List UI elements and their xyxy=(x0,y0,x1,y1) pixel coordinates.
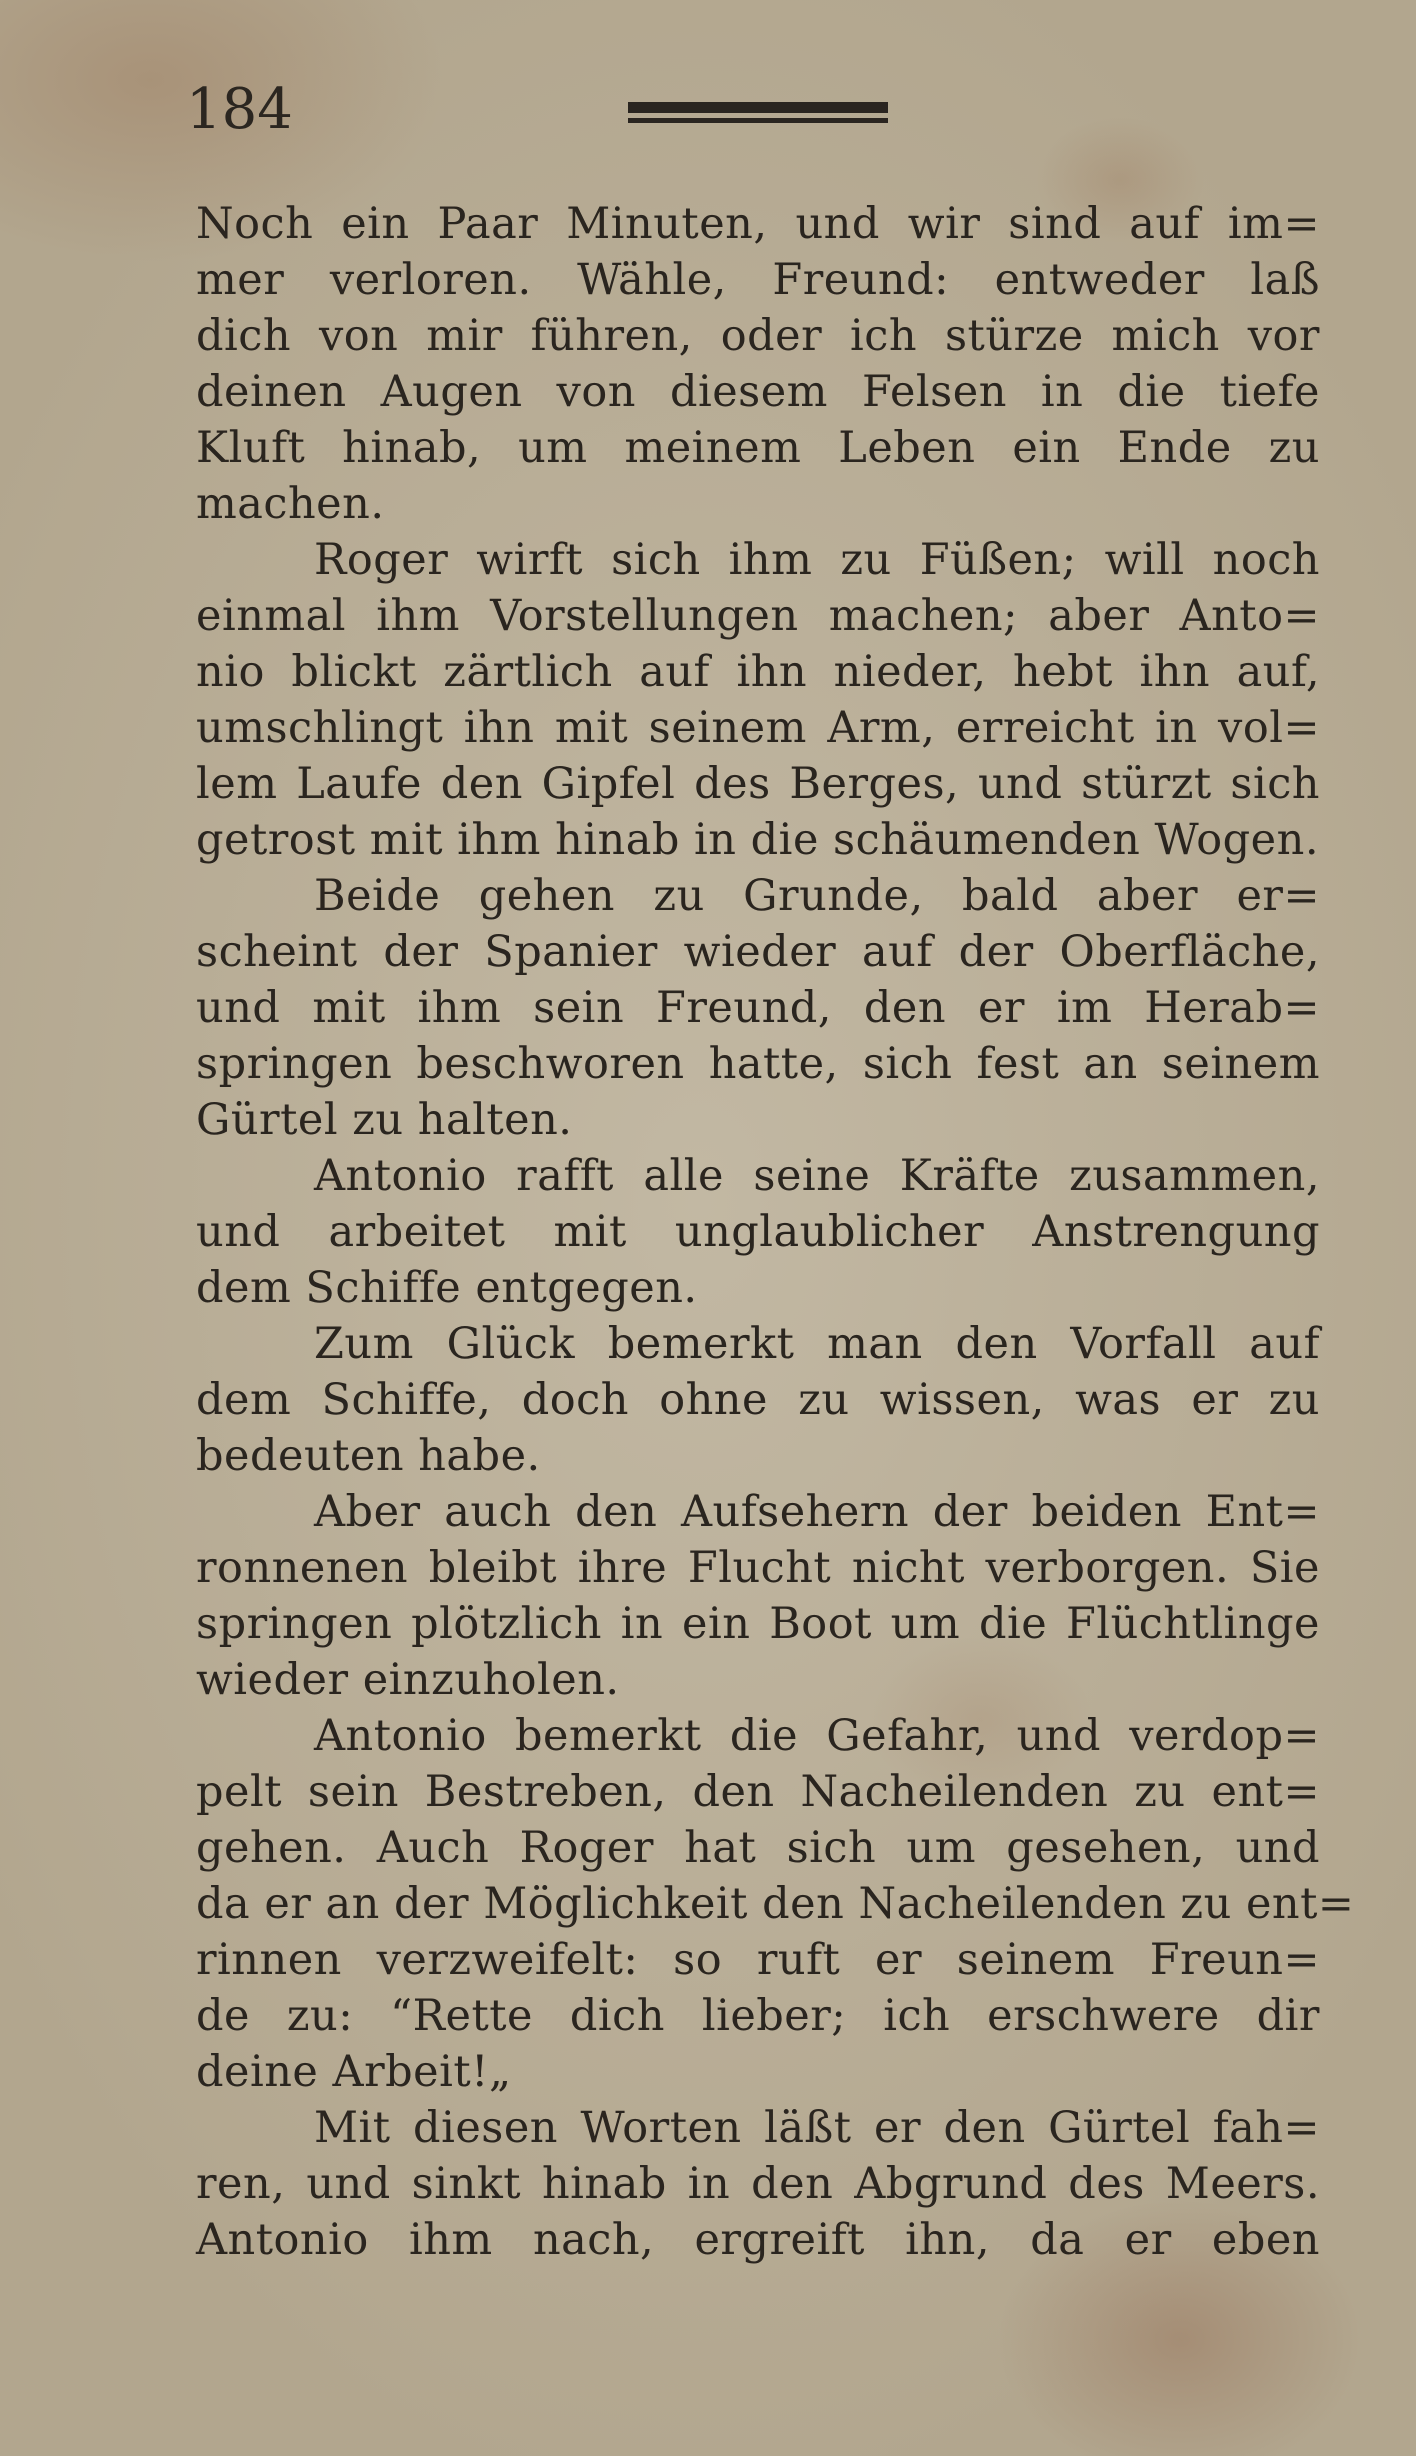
text-line: dem Schiffe, doch ohne zu wissen, was er zu xyxy=(196,1375,1320,1425)
text-line: Antonio ihm nach, ergreift ihn, da er eben xyxy=(196,2215,1320,2265)
text-line: dem Schiffe entgegen. xyxy=(196,1263,698,1313)
text-line: scheint der Spanier wieder auf der Oberfläche, xyxy=(196,927,1320,977)
text-line: Antonio rafft alle seine Kräfte zusammen, xyxy=(314,1151,1320,1201)
text-line: bedeuten habe. xyxy=(196,1431,541,1481)
text-line: Noch ein Paar Minuten, und wir sind auf im= xyxy=(196,199,1320,249)
text-line: umschlingt ihn mit seinem Arm, erreicht in vol= xyxy=(196,703,1320,753)
text-line: wieder einzuholen. xyxy=(196,1655,620,1705)
text-line: Kluft hinab, um meinem Leben ein Ende zu xyxy=(196,423,1320,473)
text-line: Zum Glück bemerkt man den Vorfall auf xyxy=(314,1319,1320,1369)
text-line: Gürtel zu halten. xyxy=(196,1095,573,1145)
page-number: 184 xyxy=(186,77,293,142)
text-line: Aber auch den Aufsehern der beiden Ent= xyxy=(314,1487,1320,1537)
text-line: pelt sein Bestreben, den Nacheilenden zu ent= xyxy=(196,1767,1320,1817)
text-line: dich von mir führen, oder ich stürze mich vor xyxy=(196,311,1320,361)
text-line: springen beschworen hatte, sich fest an seinem xyxy=(196,1039,1320,1089)
header-rule-thick xyxy=(628,102,888,113)
text-line: mer verloren. Wähle, Freund: entweder laß xyxy=(196,255,1320,305)
text-line: ren, und sinkt hinab in den Abgrund des Meers. xyxy=(196,2159,1320,2209)
text-line: nio blickt zärtlich auf ihn nieder, hebt ihn auf, xyxy=(196,647,1320,697)
text-line: springen plötzlich in ein Boot um die Flüchtlinge xyxy=(196,1599,1320,1649)
text-line: da er an der Möglichkeit den Nacheilenden zu ent= xyxy=(196,1879,1355,1929)
text-line: machen. xyxy=(196,479,385,529)
text-line: gehen. Auch Roger hat sich um gesehen, und xyxy=(196,1823,1320,1873)
header-rule xyxy=(628,102,888,124)
text-line: Mit diesen Worten läßt er den Gürtel fah= xyxy=(314,2103,1320,2153)
text-line: ronnenen bleibt ihre Flucht nicht verborgen. Sie xyxy=(196,1543,1320,1593)
text-line: lem Laufe den Gipfel des Berges, und stürzt sich xyxy=(196,759,1320,809)
text-line: Antonio bemerkt die Gefahr, und verdop= xyxy=(314,1711,1320,1761)
text-line: getrost mit ihm hinab in die schäumenden Wogen. xyxy=(196,815,1319,865)
text-line: Roger wirft sich ihm zu Füßen; will noch xyxy=(314,535,1320,585)
text-line: und mit ihm sein Freund, den er im Herab= xyxy=(196,983,1320,1033)
text-line: einmal ihm Vorstellungen machen; aber Anto= xyxy=(196,591,1320,641)
text-line: und arbeitet mit unglaublicher Anstrengung xyxy=(196,1207,1320,1257)
body-text xyxy=(196,196,1355,2268)
text-line: deinen Augen von diesem Felsen in die tiefe xyxy=(196,367,1320,417)
text-line: Beide gehen zu Grunde, bald aber er= xyxy=(314,871,1320,921)
header-rule-thin xyxy=(628,118,888,123)
text-line: rinnen verzweifelt: so ruft er seinem Freun= xyxy=(196,1935,1320,1985)
text-line: deine Arbeit!„ xyxy=(196,2047,512,2097)
text-line: de zu: “Rette dich lieber; ich erschwere dir xyxy=(196,1991,1320,2041)
